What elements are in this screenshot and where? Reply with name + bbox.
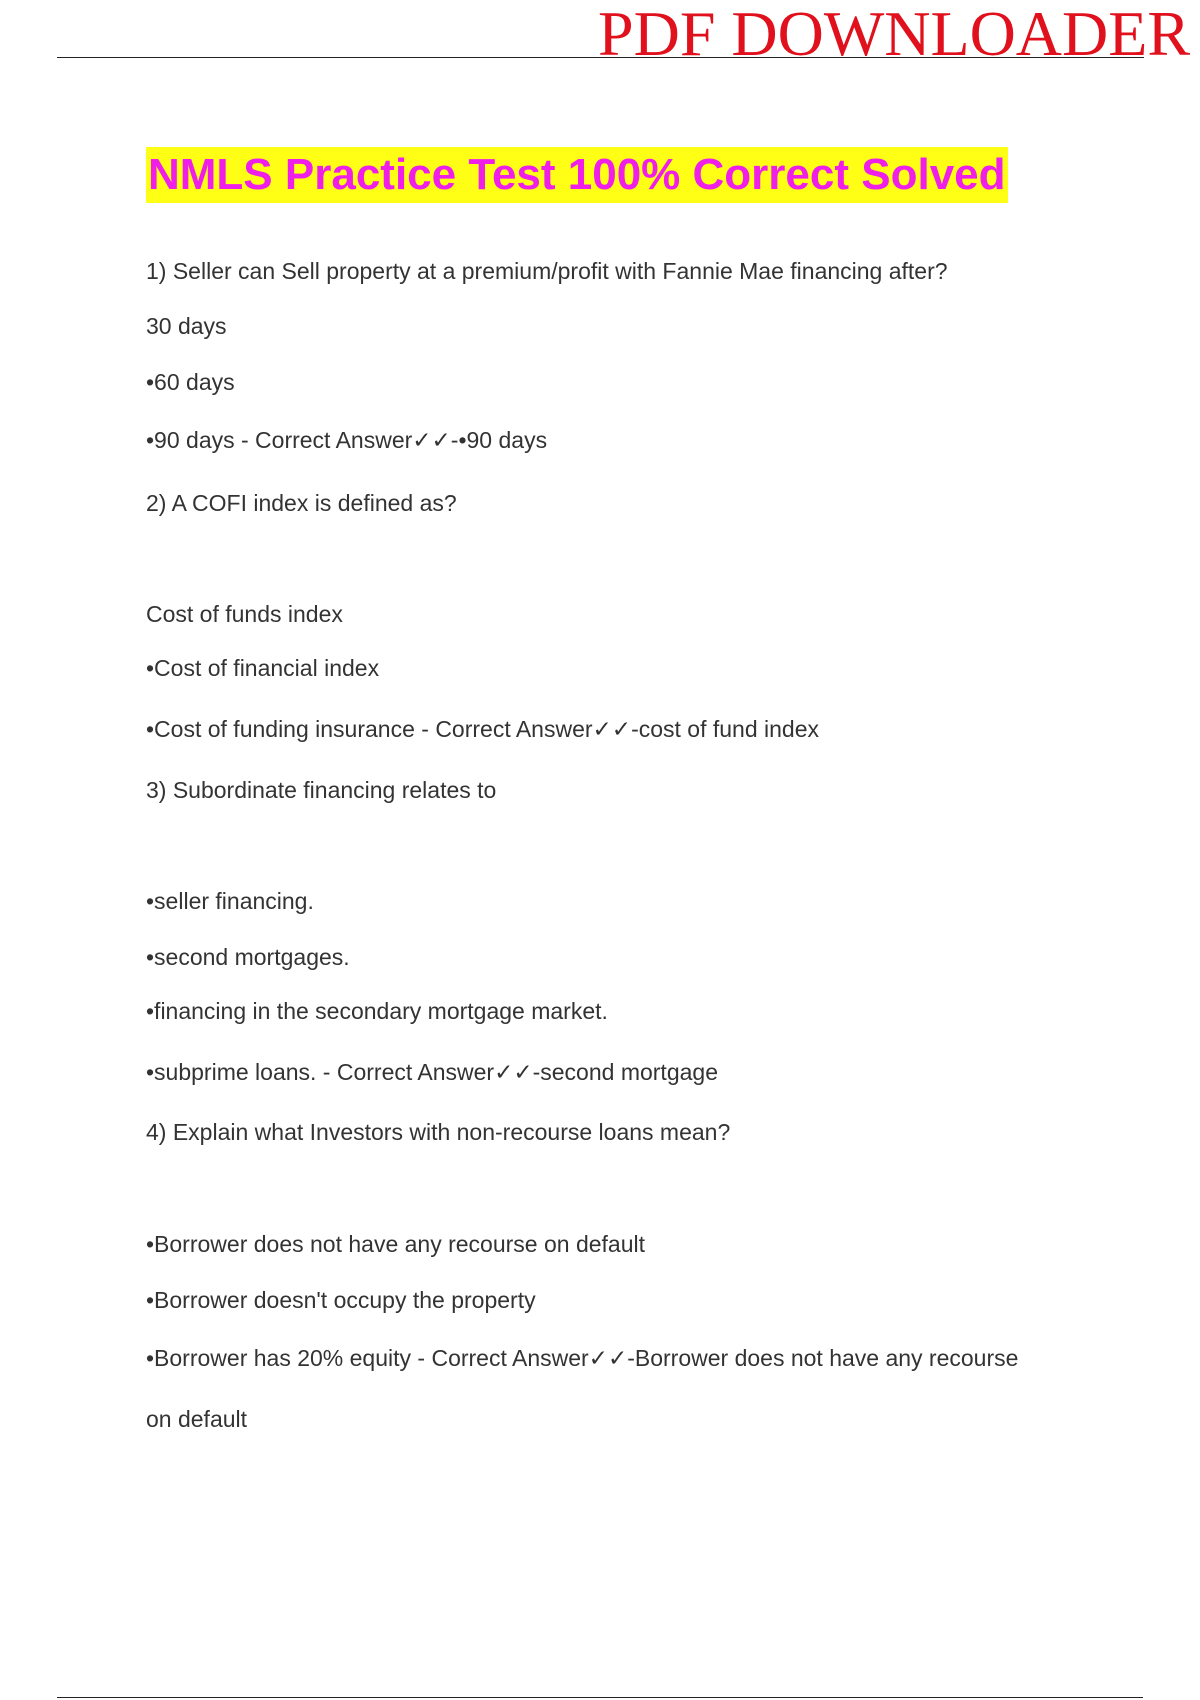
question-2-option: Cost of funds index — [146, 601, 343, 627]
header-divider — [57, 57, 1144, 58]
question-4: 4) Explain what Investors with non-recourse loans mean? — [146, 1119, 731, 1145]
question-4-answer: •Borrower has 20% equity - Correct Answer✓✓-Borrower does not have any recourse — [146, 1345, 1019, 1371]
question-1-answer: •90 days - Correct Answer✓✓-•90 days — [146, 427, 548, 453]
question-1-option: •60 days — [146, 369, 235, 395]
question-1-option: 30 days — [146, 313, 227, 339]
question-3: 3) Subordinate financing relates to — [146, 777, 497, 803]
document-title: NMLS Practice Test 100% Correct Solved — [146, 147, 1008, 203]
pdf-downloader-watermark: PDF DOWNLOADER — [598, 0, 1190, 69]
question-2-option: •Cost of financial index — [146, 655, 380, 681]
question-2: 2) A COFI index is defined as? — [146, 490, 457, 516]
question-3-option: •second mortgages. — [146, 944, 350, 970]
question-3-answer: •subprime loans. - Correct Answer✓✓-second mortgage — [146, 1059, 718, 1085]
question-4-option: •Borrower does not have any recourse on default — [146, 1231, 646, 1257]
question-1: 1) Seller can Sell property at a premium/profit with Fannie Mae financing after? — [146, 258, 948, 284]
question-2-answer: •Cost of funding insurance - Correct Answer✓✓-cost of fund index — [146, 716, 820, 742]
footer-divider — [57, 1697, 1143, 1698]
question-4-answer-continued: on default — [146, 1406, 248, 1432]
question-3-option: •seller financing. — [146, 888, 314, 914]
question-3-option: •financing in the secondary mortgage market. — [146, 998, 608, 1024]
question-4-option: •Borrower doesn't occupy the property — [146, 1287, 536, 1313]
